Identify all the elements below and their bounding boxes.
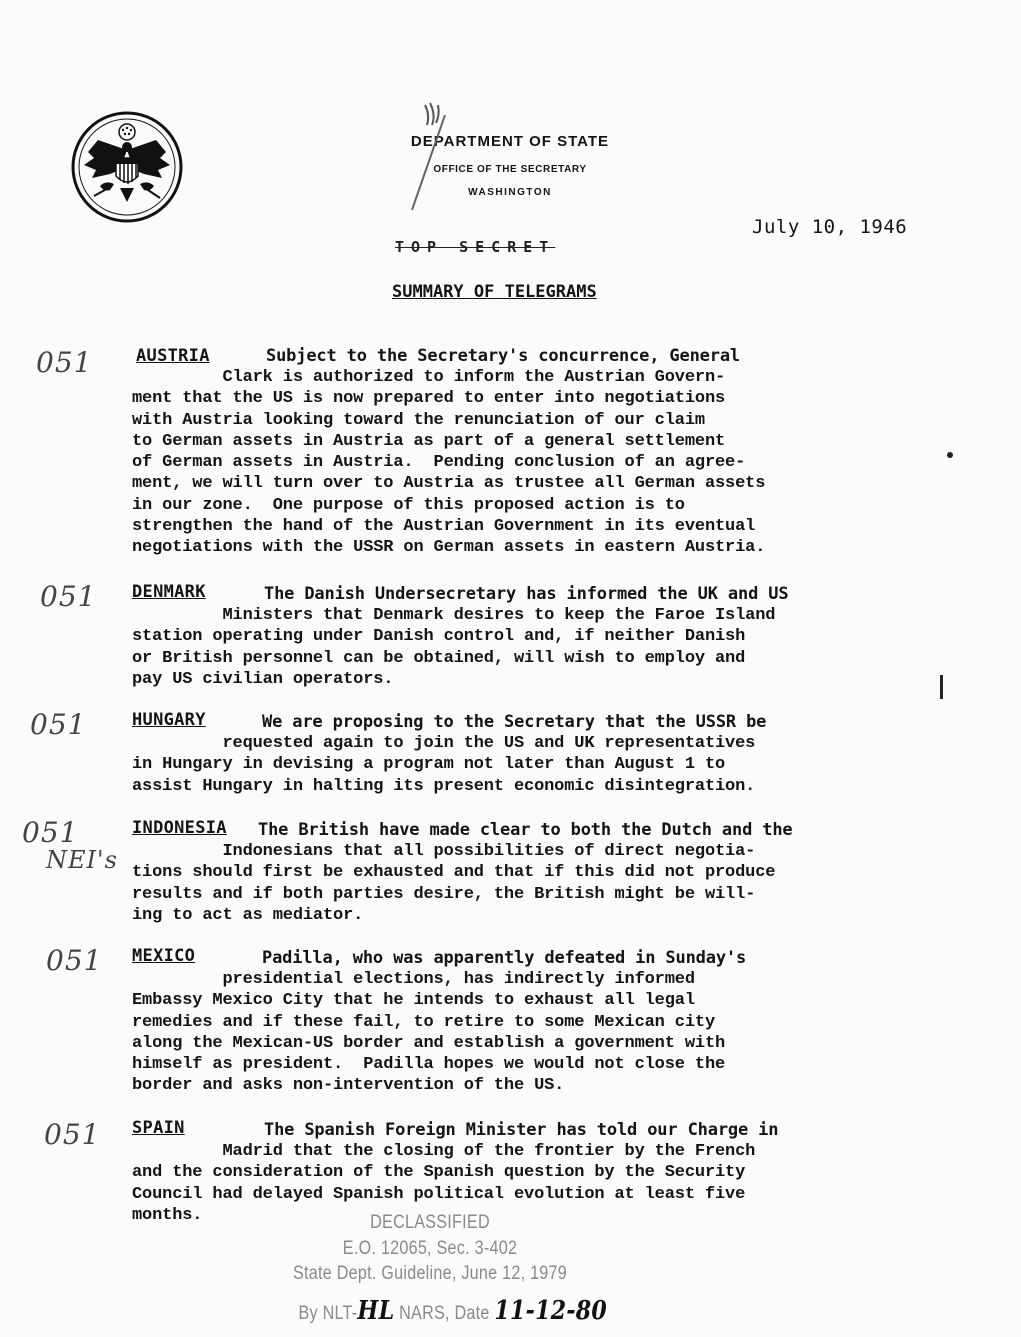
section-heading-austria: AUSTRIA	[136, 346, 210, 366]
stamp-nars-label: NARS, Date	[399, 1303, 490, 1324]
margin-note: 051	[46, 944, 103, 977]
section-heading-indonesia: INDONESIA	[132, 818, 227, 838]
section-body: Clark is authorized to inform the Austrian Govern- ment that the US is now prepared to enter into negotiations with Austria looking toward the renunciation of our claim to German assets in Austria as part of a general settlement of German assets in Austria. Pending conclusion of an agree- ment, we will turn over to Austria as trustee all German assets in our zone. One purpose of this proposed action is to strengthen the hand of the Austrian Government in its eventual negotiations with the USSR on German assets in eastern Austria.	[132, 368, 766, 558]
section-first-line: Padilla, who was apparently defeated in Sunday's	[262, 948, 747, 968]
stamp-by-label: By NLT-	[298, 1303, 358, 1324]
document-title: SUMMARY OF TELEGRAMS	[392, 282, 597, 302]
section-first-line: Subject to the Secretary's concurrence, General	[266, 346, 740, 366]
margin-note: 051	[40, 580, 97, 613]
margin-note: 051	[22, 816, 79, 849]
pen-mark-icon	[400, 95, 460, 215]
margin-note: 051	[30, 708, 87, 741]
section-heading-spain: SPAIN	[132, 1118, 185, 1138]
section-first-line: The Spanish Foreign Minister has told our Charge in	[264, 1120, 779, 1140]
section-heading-denmark: DENMARK	[132, 582, 206, 602]
section-body: requested again to join the US and UK representatives in Hungary in devising a program not later than August 1 to assist Hungary in halting its present economic disintegration.	[132, 734, 756, 796]
declassified-stamp-title: DECLASSIFIED	[370, 1212, 490, 1233]
office-name: OFFICE OF THE SECRETARY	[433, 164, 587, 175]
margin-note: 051	[36, 346, 93, 379]
margin-note: 051	[44, 1118, 101, 1151]
section-body: Madrid that the closing of the frontier by the French and the consideration of the Spanish question by the Security Council had delayed Spanish political evolution at least five months.	[132, 1142, 756, 1225]
stamp-initials: HL	[357, 1296, 395, 1326]
section-body: Indonesians that all possibilities of direct negotia- tions should first be exhausted and that if this did not produce results and if both parties desire, the British might be will- ing to act as mediator.	[132, 842, 776, 925]
section-first-line: The British have made clear to both the Dutch and the	[258, 820, 793, 840]
section-heading-mexico: MEXICO	[132, 946, 196, 966]
margin-note-2: NEI's	[46, 846, 118, 874]
department-name: DEPARTMENT OF STATE	[410, 133, 610, 150]
ink-dot	[947, 452, 953, 458]
section-body: presidential elections, has indirectly informed Embassy Mexico City that he intends to exhaust all legal remedies and if these fail, to retire to some Mexican city along the Mexican-US border and establish a government with himself as president. Padilla hopes we would not close the border and asks non-intervention of the US.	[132, 970, 726, 1096]
city-name: WASHINGTON	[468, 187, 552, 198]
stamp-date: 11-12-80	[494, 1296, 608, 1326]
classification-marking: TOP SECRET	[395, 238, 556, 256]
great-seal-icon	[70, 110, 184, 224]
declassified-stamp-eo: E.O. 12065, Sec. 3-402	[342, 1238, 518, 1259]
section-first-line: The Danish Undersecretary has informed the UK and US	[264, 584, 789, 604]
declassified-stamp-by	[299, 1296, 622, 1326]
section-body: Ministers that Denmark desires to keep the Faroe Island station operating under Danish control and, if neither Danish or British personnel can be obtained, will wish to employ and pay US civilian operators.	[132, 606, 776, 689]
section-heading-hungary: HUNGARY	[132, 710, 206, 730]
section-first-line: We are proposing to the Secretary that the USSR be	[262, 712, 767, 732]
document-date: July 10, 1946	[752, 216, 908, 238]
declassified-stamp-guideline: State Dept. Guideline, June 12, 1979	[292, 1263, 568, 1284]
ink-mark	[940, 675, 943, 699]
